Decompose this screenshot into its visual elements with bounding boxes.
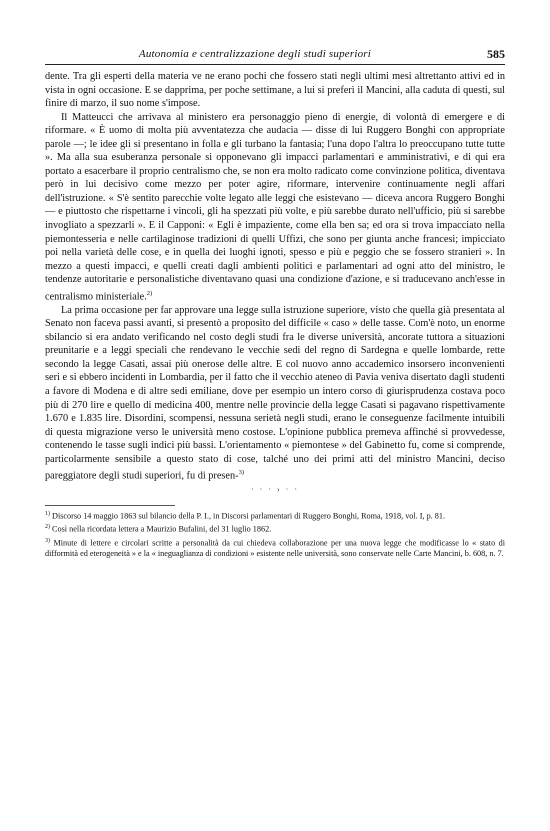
footnote-number: 1) xyxy=(45,511,50,518)
paragraph-text: Il Matteucci che arrivava al ministero era personaggio pieno di energie, di volontà di emergere e di riformare. « È uomo di molta più avventatezza che audacia — disse di lui Ruggero Bonghi con appropriate parole —; le idee gli si presentano in folla e gli turbano la fantasia; l'una dopo l'altra lo preoccupano tutte tutte ». Ma alla sua esuberanza personale si opponevano gli impacci parlamentari e amministrativi, e di qui era portato a esacerbare il proprio centralismo che, se non era molto radicato come convinzione politica, diventava però in lui decisivo come mezzo per poter agire, riformare, intervenire continuamente negli affari dell'istruzione. « S'è sentito parecchie volte legato alle leggi che esistevano — diceva ancora Ruggero Bonghi — e piuttosto che rispettarne i vincoli, gli ha spezzati più volte, e più sarebbe durato nell'ufficio, più si sarebbe invogliato a spezzarli ». E il Capponi: « Egli è impaziente, come ella ben sa; ed ora si trova impacciato nella piemontesseria e nelle cartilaginose tradizioni di quelli Uffizi, che sono per giunta anche francesi; impicciato poi nella varietà delle cose, e in quella dei luoghi ignoti, spesso e più e peggio che se fossero stranieri ». In mezzo a questi impacci, e quelli creati dagli ambienti politici e parlamentari ad ogni atto del ministro, le tendenze autoritarie e personalistiche diventavano quasi una condizione d'azione, e si traducevano anch'esse in centralismo ministeriale. xyxy=(45,111,505,303)
footnote-rule xyxy=(45,505,175,506)
paragraph: dente. Tra gli esperti della materia ve ne erano pochi che fossero stati negli ultimi mesi altrettanto attivi ed in vista in ogni occasione. E se dapprima, per poche settimane, a lui si preferì il Mancini, alla caduta di questi, sul finire di marzo, il suo nome s'impose. xyxy=(45,71,505,110)
running-title: Autonomia e centralizzazione degli studi superiori xyxy=(138,48,372,60)
footnote-text: Discorso 14 maggio 1863 sul bilancio della P. I., in Discorsi parlamentari di Ruggero Bonghi, Roma, 1918, vol. I, p. 81. xyxy=(52,511,445,521)
body-text xyxy=(45,70,505,483)
paragraph xyxy=(45,111,505,304)
footnote-number: 3) xyxy=(45,537,50,544)
page xyxy=(45,44,505,559)
footnote xyxy=(45,536,505,560)
footnote-number: 2) xyxy=(45,524,50,531)
paragraph xyxy=(45,304,505,484)
print-marks: · · · › · · xyxy=(251,485,299,495)
note-ref: 2) xyxy=(146,289,153,297)
footnote-text: Minute di lettere e circolari scritte a personalità da cui chiedeva collaborazione per una nuova legge che modificasse lo « stato di difformità ed eterogeneità » e la « ineguaglianza di condizioni » esistente nelle università, sono conservate nelle Carte Mancini, b. 608, n. 7. xyxy=(45,538,505,558)
footnote xyxy=(45,509,505,522)
paragraph-text: La prima occasione per far approvare una legge sulla istruzione superiore, visto che quella già presentata al Senato non faceva passi avanti, si presentò a proposito del difficile « caso » delle tasse. Com'è noto, un enorme sbilancio si era andato verificando nel costo degli studi fra le diverse università, ancorate tuttora a situazioni preunitarie e a leggi speciali che rendevano le vecchie sedi del regno di Sardegna e quelle lombarde, rette secondo la legge Casati, assai più onerose delle altre. E col nuovo anno accademico insorsero inconvenienti seri e si ebbero incidenti in Lombardia, per il fatto che il vecchio ateneo di Pavia veniva disertato dagli studenti a favore di Modena e di altre sedi emiliane, dove per esempio un intero corso di giurisprudenza costava poco più di 270 lire e quello di medicina 400, mentre nelle provincie della legge Casati si pagavano rispettivamente 1.670 e 1.835 lire. Disordini, scompensi, nessuna serietà negli studi, erano le conseguenze facilmente intuibili di questa migrazione verso le università meno costose. L'opinione pubblica premeva affinché si provvedesse, contenendo le tasse sugli indici più bassi. L'orientamento « piemontese » del Gabinetto fu, come si comprende, particolarmente sensibile a questo stato di cose, talché uno dei primi atti del ministro Mancini, deciso pareggiatore degli studi superiori, fu di presen- xyxy=(45,304,505,482)
footnote-text: Così nella ricordata lettera a Maurizio Bufalini, del 31 luglio 1862. xyxy=(52,525,272,535)
page-number: 585 xyxy=(487,47,505,61)
note-ref: 3) xyxy=(238,469,245,477)
footnote xyxy=(45,522,505,535)
running-header xyxy=(45,44,505,65)
